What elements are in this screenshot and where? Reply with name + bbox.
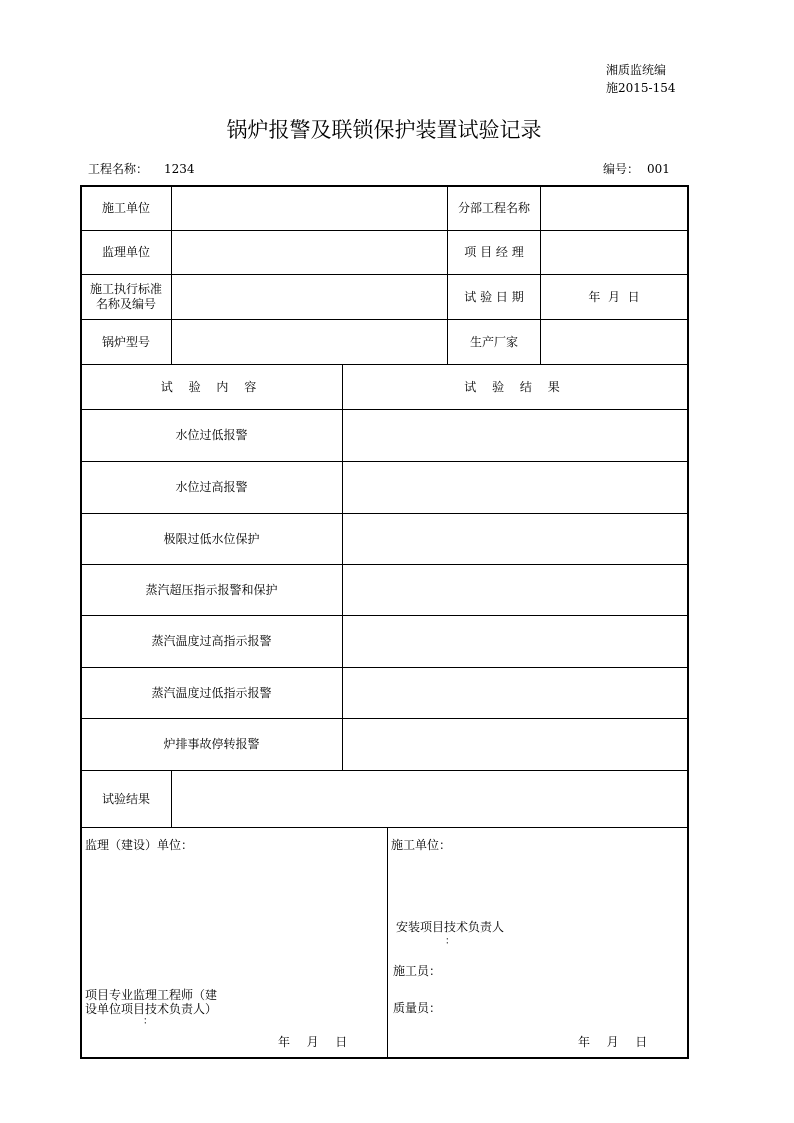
supervision-engineer-line1: 项目专业监理工程师（建	[85, 988, 218, 1002]
supervision-unit-label: 监理（建设）单位：	[85, 838, 194, 852]
test-item-result[interactable]	[343, 462, 687, 513]
test-item-result[interactable]	[343, 668, 687, 718]
test-item-result[interactable]	[343, 719, 687, 770]
test-item-name: 蒸汽温度过低指示报警	[151, 685, 272, 700]
contractor-unit-label: 施工单位：	[391, 838, 452, 852]
form-code: 施2015-154	[606, 81, 676, 95]
contractor-field[interactable]	[172, 186, 447, 230]
boiler-model-field[interactable]	[172, 320, 447, 364]
manufacturer-field[interactable]	[541, 320, 687, 364]
test-date-label: 试 验 日 期	[464, 289, 524, 304]
quality-inspector-label: 质量员：	[393, 1001, 442, 1015]
test-item-name: 蒸汽超压指示报警和保护	[145, 582, 278, 597]
test-date-field[interactable]: 年 月 日	[588, 289, 640, 304]
standard-label-line2: 名称及编号	[95, 297, 156, 311]
tech-lead-colon: ：	[445, 936, 455, 947]
test-item-result[interactable]	[343, 565, 687, 615]
construction-worker-label: 施工员：	[393, 964, 442, 978]
supervision-engineer-colon: ：	[143, 1016, 153, 1027]
standard-label-line1: 施工执行标准	[89, 282, 162, 296]
contractor-label: 施工单位	[101, 200, 150, 215]
test-item-name: 蒸汽温度过高指示报警	[151, 634, 272, 648]
test-item-result[interactable]	[343, 616, 687, 667]
supervision-engineer-line2: 设单位项目技术负责人）	[85, 1002, 218, 1016]
test-item-name: 极限过低水位保护	[163, 531, 260, 546]
test-item-result[interactable]	[343, 410, 687, 461]
test-item-name: 水位过低报警	[175, 428, 248, 442]
test-item-result[interactable]	[343, 514, 687, 564]
publisher-label: 湘质监统编	[606, 63, 667, 77]
supervisor-field[interactable]	[172, 231, 447, 274]
test-content-header: 试 验 内 容	[160, 379, 263, 394]
contractor-date: 年 月 日	[578, 1035, 651, 1049]
tech-lead-label: 安装项目技术负责人	[396, 920, 505, 934]
test-item-name: 炉排事故停转报警	[163, 737, 260, 751]
supervision-date: 年 月 日	[278, 1035, 351, 1049]
project-name-value[interactable]: 1234	[164, 162, 195, 176]
test-result-header: 试 验 结 果	[464, 379, 566, 394]
conclusion-field[interactable]	[172, 771, 687, 827]
subproject-field[interactable]	[541, 186, 687, 230]
page-title: 锅炉报警及联锁保护装置试验记录	[226, 118, 542, 142]
conclusion-label: 试验结果	[101, 791, 150, 806]
project-manager-field[interactable]	[541, 231, 687, 274]
project-name-label: 工程名称：	[88, 162, 149, 176]
doc-number-label: 编号：	[603, 162, 640, 176]
subproject-label: 分部工程名称	[457, 200, 530, 215]
standard-field[interactable]	[172, 275, 447, 319]
doc-number-value[interactable]: 001	[647, 162, 670, 176]
manufacturer-label: 生产厂家	[469, 334, 518, 349]
supervisor-label: 监理单位	[101, 245, 150, 259]
project-manager-label: 项 目 经 理	[464, 245, 524, 259]
boiler-model-label: 锅炉型号	[101, 334, 150, 349]
test-item-name: 水位过高报警	[175, 480, 248, 494]
standard-label	[81, 275, 171, 319]
